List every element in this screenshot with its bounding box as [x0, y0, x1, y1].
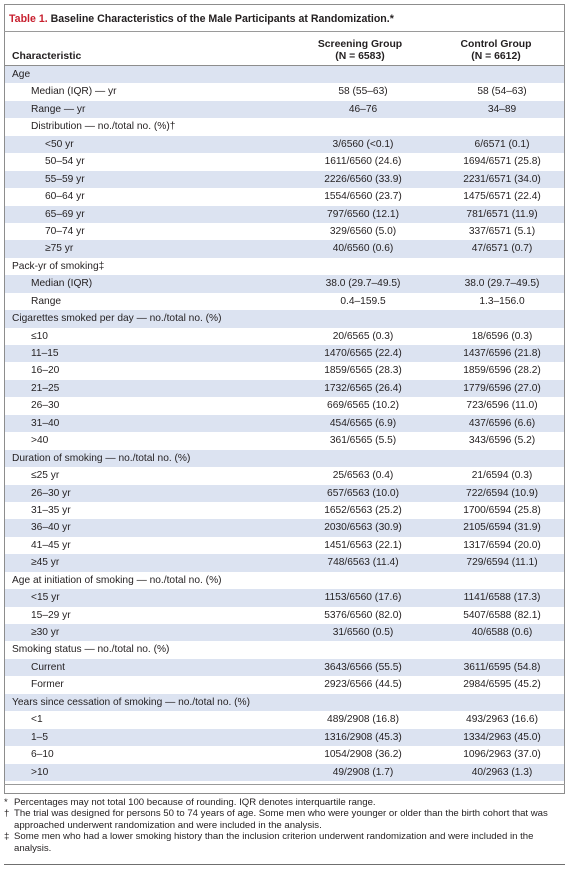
control-group-value: 781/6571 (11.9) — [466, 208, 538, 220]
control-group-value: 1694/6571 (25.8) — [463, 156, 541, 168]
control-group-value: 3611/6595 (54.8) — [463, 661, 541, 673]
control-group-value: 40/6588 (0.6) — [471, 627, 533, 638]
table-row — [5, 554, 564, 571]
footnote-text: Some men who had a lower smoking history than the inclusion criterion underwent randomization and were included in the analysis. — [14, 831, 534, 854]
screening-group-value: 3643/6566 (55.5) — [324, 661, 402, 673]
control-group-value: 34–89 — [487, 103, 517, 115]
screening-group-value: 1316/2908 (45.3) — [324, 731, 402, 743]
footnote — [4, 808, 564, 831]
table-row — [5, 118, 564, 135]
control-group-value: 21/6594 (0.3) — [471, 470, 533, 482]
table-row — [5, 153, 564, 170]
control-group-value: 1334/2963 (45.0) — [463, 731, 541, 743]
table-number: Table 1. — [9, 13, 48, 25]
screening-group-value: 669/6565 (10.2) — [327, 400, 399, 412]
control-group-value: 1317/6594 (20.0) — [463, 539, 541, 551]
screening-group-value: 489/2908 (16.8) — [327, 714, 399, 726]
row-label: 26–30 — [31, 400, 60, 412]
column-header-screening-n: (N = 6583) — [335, 51, 385, 62]
control-group-value: 6/6571 (0.1) — [474, 138, 530, 150]
table-title — [9, 11, 559, 27]
table-row — [5, 275, 564, 292]
page-bottom-rule — [4, 864, 565, 865]
table-row — [5, 711, 564, 728]
control-group-value: 1475/6571 (22.4) — [463, 191, 541, 203]
row-label: 26–30 yr — [31, 487, 71, 499]
screening-group-value: 31/6560 (0.5) — [332, 627, 394, 638]
row-label: >40 — [31, 435, 49, 447]
column-header-control-label: Control Group — [460, 39, 532, 50]
row-label: 70–74 yr — [45, 225, 85, 237]
row-label: 31–40 — [31, 417, 60, 429]
screening-group-value: 3/6560 (<0.1) — [332, 138, 394, 150]
table-row — [5, 519, 564, 536]
table-row — [5, 659, 564, 676]
table-row — [5, 293, 564, 310]
footnote — [4, 831, 564, 854]
control-group-value: 2231/6571 (34.0) — [463, 173, 541, 185]
table-row — [5, 624, 564, 641]
footnote-mark: † — [4, 808, 10, 820]
screening-group-value: 20/6565 (0.3) — [332, 330, 394, 342]
row-label: ≥75 yr — [45, 243, 74, 255]
row-label: Years since cessation of smoking — no./total no. (%) — [12, 696, 251, 708]
table-row — [5, 310, 564, 327]
screening-group-value: 40/6560 (0.6) — [332, 243, 394, 255]
table-row — [5, 467, 564, 484]
table-row — [5, 258, 564, 275]
row-label: ≤10 — [31, 330, 48, 342]
table-row — [5, 223, 564, 240]
control-group-value: 723/6596 (11.0) — [466, 400, 538, 412]
row-label: 50–54 yr — [45, 156, 85, 168]
row-label: <1 — [31, 714, 43, 726]
table-bottom-divider — [4, 784, 565, 785]
row-label: ≥30 yr — [31, 627, 60, 638]
row-label: 11–15 — [31, 348, 59, 359]
screening-group-value: 1451/6563 (22.1) — [324, 539, 402, 551]
control-group-value: 722/6594 (10.9) — [466, 487, 538, 499]
footnotes — [4, 797, 564, 854]
screening-group-value: 58 (55–63) — [338, 86, 388, 98]
table-row — [5, 397, 564, 414]
table-row — [5, 101, 564, 118]
screening-group-value: 49/2908 (1.7) — [332, 766, 394, 778]
control-group-value: 47/6571 (0.7) — [471, 243, 533, 255]
column-header-screening-label: Screening Group — [317, 39, 403, 50]
screening-group-value: 329/6560 (5.0) — [329, 225, 397, 237]
table-row — [5, 694, 564, 711]
screening-group-value: 46–76 — [348, 103, 378, 115]
control-group-value: 1.3–156.0 — [479, 295, 525, 307]
screening-group-value: 797/6560 (12.1) — [327, 208, 399, 220]
control-group-value: 1700/6594 (25.8) — [463, 504, 541, 516]
control-group-value: 2984/6595 (45.2) — [463, 679, 541, 691]
screening-group-value: 1732/6565 (26.4) — [324, 382, 402, 394]
control-group-value: 437/6596 (6.6) — [468, 417, 536, 429]
row-label: Range — yr — [31, 103, 86, 115]
row-label: >10 — [31, 766, 49, 778]
row-label: Age at initiation of smoking — no./total no. (%) — [12, 574, 222, 586]
row-label: 16–20 — [31, 365, 60, 377]
screening-group-value: 1652/6563 (25.2) — [324, 504, 402, 516]
footnote-text: Percentages may not total 100 because of rounding. IQR denotes interquartile range. — [14, 797, 376, 808]
row-label: Cigarettes smoked per day — no./total no. (%) — [12, 313, 222, 325]
control-group-value: 493/2963 (16.6) — [466, 714, 538, 726]
footnote-text: The trial was designed for persons 50 to 74 years of age. Some men who were younger or older than the birth cohort that was approached underwent randomization and were included in the analysis. — [14, 808, 548, 831]
control-group-value: 1437/6596 (21.8) — [463, 348, 541, 359]
row-label: Duration of smoking — no./total no. (%) — [12, 452, 191, 464]
row-label: Distribution — no./total no. (%)† — [31, 121, 176, 133]
control-group-value: 337/6571 (5.1) — [468, 225, 536, 237]
table-row — [5, 188, 564, 205]
screening-group-value: 361/6565 (5.5) — [329, 435, 397, 447]
control-group-value: 40/2963 (1.3) — [471, 766, 533, 778]
screening-group-value: 2226/6560 (33.9) — [324, 173, 402, 185]
table-row — [5, 206, 564, 223]
table-row — [5, 450, 564, 467]
table-row — [5, 676, 564, 693]
row-label: ≤25 yr — [31, 470, 60, 482]
table-row — [5, 502, 564, 519]
control-group-value: 729/6594 (11.1) — [466, 557, 538, 569]
control-group-value: 18/6596 (0.3) — [471, 330, 533, 342]
row-label: Pack-yr of smoking‡ — [12, 260, 105, 272]
footnote-mark: * — [4, 797, 8, 808]
table-row — [5, 415, 564, 432]
table-row — [5, 607, 564, 624]
row-label: <15 yr — [31, 592, 60, 604]
row-label: Smoking status — no./total no. (%) — [12, 644, 170, 656]
table-row — [5, 345, 564, 362]
table-row — [5, 83, 564, 100]
row-label: 1–5 — [31, 731, 48, 743]
screening-group-value: 25/6563 (0.4) — [332, 470, 394, 482]
table-row — [5, 136, 564, 153]
control-group-value: 5407/6588 (82.1) — [463, 609, 541, 621]
screening-group-value: 1859/6565 (28.3) — [324, 365, 402, 377]
column-header-screening — [307, 39, 413, 63]
table-row — [5, 240, 564, 257]
table-row — [5, 66, 564, 83]
footnote-mark: ‡ — [4, 831, 10, 843]
row-label: Median (IQR) — [31, 278, 93, 290]
row-label: 15–29 yr — [31, 609, 71, 621]
screening-group-value: 2923/6566 (44.5) — [324, 679, 402, 691]
table-row — [5, 572, 564, 589]
table-row — [5, 537, 564, 554]
table-row — [5, 641, 564, 658]
title-divider — [4, 31, 565, 32]
table-row — [5, 362, 564, 379]
control-group-value: 38.0 (29.7–49.5) — [464, 278, 540, 290]
table-row — [5, 432, 564, 449]
column-header-control — [443, 39, 549, 63]
control-group-value: 2105/6594 (31.9) — [463, 522, 541, 534]
table-row — [5, 729, 564, 746]
screening-group-value: 1470/6565 (22.4) — [324, 348, 402, 359]
row-label: Former — [31, 679, 64, 691]
screening-group-value: 1611/6560 (24.6) — [324, 156, 402, 168]
table-body — [5, 66, 564, 781]
row-label: 36–40 yr — [31, 522, 71, 534]
row-label: Age — [12, 69, 31, 80]
row-label: Range — [31, 295, 62, 307]
screening-group-value: 748/6563 (11.4) — [327, 557, 399, 569]
screening-group-value: 657/6563 (10.0) — [327, 487, 399, 499]
row-label: 21–25 — [31, 382, 60, 394]
row-label: 6–10 — [31, 749, 54, 761]
table-row — [5, 485, 564, 502]
control-group-value: 1096/2963 (37.0) — [463, 749, 541, 761]
screening-group-value: 38.0 (29.7–49.5) — [325, 278, 401, 290]
table-row — [5, 746, 564, 763]
control-group-value: 343/6596 (5.2) — [468, 435, 536, 447]
screening-group-value: 1554/6560 (23.7) — [324, 191, 402, 203]
table-row — [5, 171, 564, 188]
footnote — [4, 797, 564, 808]
table-row — [5, 589, 564, 606]
screening-group-value: 1153/6560 (17.6) — [324, 592, 402, 604]
screening-group-value: 1054/2908 (36.2) — [324, 749, 402, 761]
control-group-value: 58 (54–63) — [477, 86, 527, 98]
screening-group-value: 454/6565 (6.9) — [329, 417, 397, 429]
control-group-value: 1141/6588 (17.3) — [463, 592, 541, 604]
control-group-value: 1779/6596 (27.0) — [463, 382, 541, 394]
control-group-value: 1859/6596 (28.2) — [463, 365, 541, 377]
row-label: ≥45 yr — [31, 557, 60, 569]
table-row — [5, 328, 564, 345]
row-label: 31–35 yr — [31, 504, 71, 516]
row-label: Current — [31, 661, 65, 673]
screening-group-value: 0.4–159.5 — [340, 295, 386, 307]
column-header-characteristic: Characteristic — [12, 51, 82, 62]
row-label: 41–45 yr — [31, 539, 71, 551]
row-label: <50 yr — [45, 138, 74, 150]
column-header-control-n: (N = 6612) — [471, 51, 521, 62]
table-row — [5, 380, 564, 397]
row-label: 55–59 yr — [45, 173, 85, 185]
screening-group-value: 5376/6560 (82.0) — [324, 609, 402, 621]
screening-group-value: 2030/6563 (30.9) — [324, 522, 402, 534]
row-label: 60–64 yr — [45, 191, 85, 203]
table-title-text: Baseline Characteristics of the Male Participants at Randomization.* — [50, 13, 394, 25]
row-label: 65–69 yr — [45, 208, 85, 220]
row-label: Median (IQR) — yr — [31, 86, 117, 98]
table-row — [5, 764, 564, 781]
